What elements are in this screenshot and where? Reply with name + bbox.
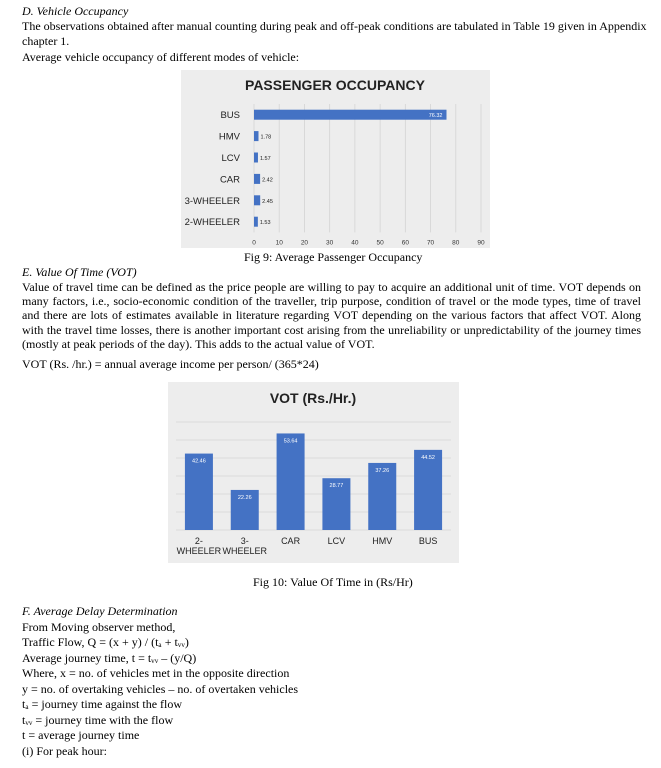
- data-label: 2.42: [262, 177, 273, 184]
- section-d-heading: D. Vehicle Occupancy: [22, 4, 129, 18]
- x-tick-label: 50: [376, 239, 384, 247]
- category-label: BUS: [418, 536, 438, 546]
- category-label: 2-: [194, 536, 203, 546]
- chart-title: VOT (Rs./Hr.): [269, 390, 357, 406]
- section-d-intro: Average vehicle occupancy of different modes of vehicle:: [22, 50, 300, 64]
- x-tick-label: 40: [351, 239, 359, 247]
- section-f-line: tᵥᵥ = journey time with the flow: [22, 713, 174, 727]
- data-label: 2.45: [262, 198, 273, 205]
- vot-chart: [168, 382, 459, 563]
- data-label: 53.64: [283, 438, 298, 445]
- section-f-line: t = average journey time: [22, 728, 140, 742]
- data-label: 76.32: [428, 113, 443, 120]
- fig10-caption: Fig 10: Value Of Time in (Rs/Hr): [253, 575, 413, 589]
- category-label: 2-WHEELER: [184, 217, 240, 229]
- category-label: 3-: [240, 536, 249, 546]
- fig9-caption: Fig 9: Average Passenger Occupancy: [244, 250, 423, 264]
- category-label: CAR: [219, 174, 240, 186]
- x-tick-label: 10: [275, 239, 283, 247]
- section-f-line: Where, x = no. of vehicles met in the opposite direction: [22, 666, 290, 680]
- section-f-line: y = no. of overtaking vehicles – no. of overtaken vehicles: [22, 682, 299, 696]
- bar: [414, 450, 442, 530]
- section-e-paragraph: Value of travel time can be defined as the price people are willing to pay to acquire an additional unit of time. VOT depends on many factors, i.e., socio-economic condition of the traveller, trip purpose, condition of travel or the mode types, time of travel and there are lots of estimates available in literature regarding VOT depending on the various factors that affect VOT. Along with the travel time losses, there is another important cost arising from the unreliability or unpredictability of the journey times (mostly at peak periods of the day). This adds to the actual value of VOT.: [22, 280, 641, 351]
- x-tick-label: 60: [401, 239, 409, 247]
- category-label: LCV: [327, 536, 346, 546]
- bar: [254, 110, 446, 120]
- category-label: 3-WHEELER: [184, 195, 240, 207]
- section-e-heading: E. Value Of Time (VOT): [22, 265, 137, 279]
- bar: [277, 433, 305, 530]
- data-label: 22.26: [237, 494, 252, 501]
- section-f-line: (i) For peak hour:: [22, 744, 107, 758]
- section-f-line: Average journey time, t = tᵥᵥ – (y/Q): [22, 651, 197, 665]
- x-tick-label: 0: [252, 239, 256, 247]
- bar: [254, 174, 260, 184]
- data-label: 37.26: [375, 467, 390, 474]
- bar: [185, 454, 213, 530]
- bar: [254, 195, 260, 205]
- x-tick-label: 20: [300, 239, 309, 247]
- x-tick-label: 80: [452, 239, 460, 247]
- section-f-line: From Moving observer method,: [22, 620, 176, 634]
- data-label: 1.78: [260, 134, 272, 141]
- category-label: BUS: [220, 110, 240, 122]
- passenger-occupancy-chart: [181, 70, 490, 248]
- section-f-line: tₐ = journey time against the flow: [22, 697, 183, 711]
- vot-formula: VOT (Rs. /hr.) = annual average income per person/ (365*24): [22, 357, 319, 371]
- x-tick-label: 90: [477, 239, 485, 247]
- category-label: WHEELER: [176, 546, 222, 556]
- chart-title: PASSENGER OCCUPANCY: [245, 77, 425, 93]
- x-tick-label: 30: [326, 239, 334, 247]
- data-label: 28.77: [329, 483, 344, 490]
- bar: [254, 153, 258, 163]
- category-label: HMV: [218, 131, 240, 143]
- section-f-heading: F. Average Delay Determination: [22, 604, 178, 618]
- data-label: 42.46: [192, 458, 206, 465]
- data-label: 1.53: [259, 220, 271, 227]
- vot-chart-svg: [168, 382, 459, 563]
- section-d-paragraph-line-1: The observations obtained after manual counting during peak and off-peak conditions are tabulated in Table 19 given in Appendix: [22, 19, 647, 33]
- x-tick-label: 70: [426, 239, 435, 247]
- section-d-paragraph-line-2: chapter 1.: [22, 34, 70, 48]
- passenger-occupancy-chart-svg: [181, 70, 490, 248]
- bar: [254, 217, 258, 227]
- category-label: CAR: [281, 536, 301, 546]
- category-label: LCV: [221, 153, 240, 164]
- section-f-line: Traffic Flow, Q = (x + y) / (tₐ + tᵥᵥ): [22, 635, 189, 649]
- data-label: 1.57: [259, 156, 271, 162]
- category-label: WHEELER: [222, 546, 268, 556]
- data-label: 44.52: [421, 454, 435, 461]
- category-label: HMV: [372, 536, 393, 546]
- bar: [254, 131, 258, 141]
